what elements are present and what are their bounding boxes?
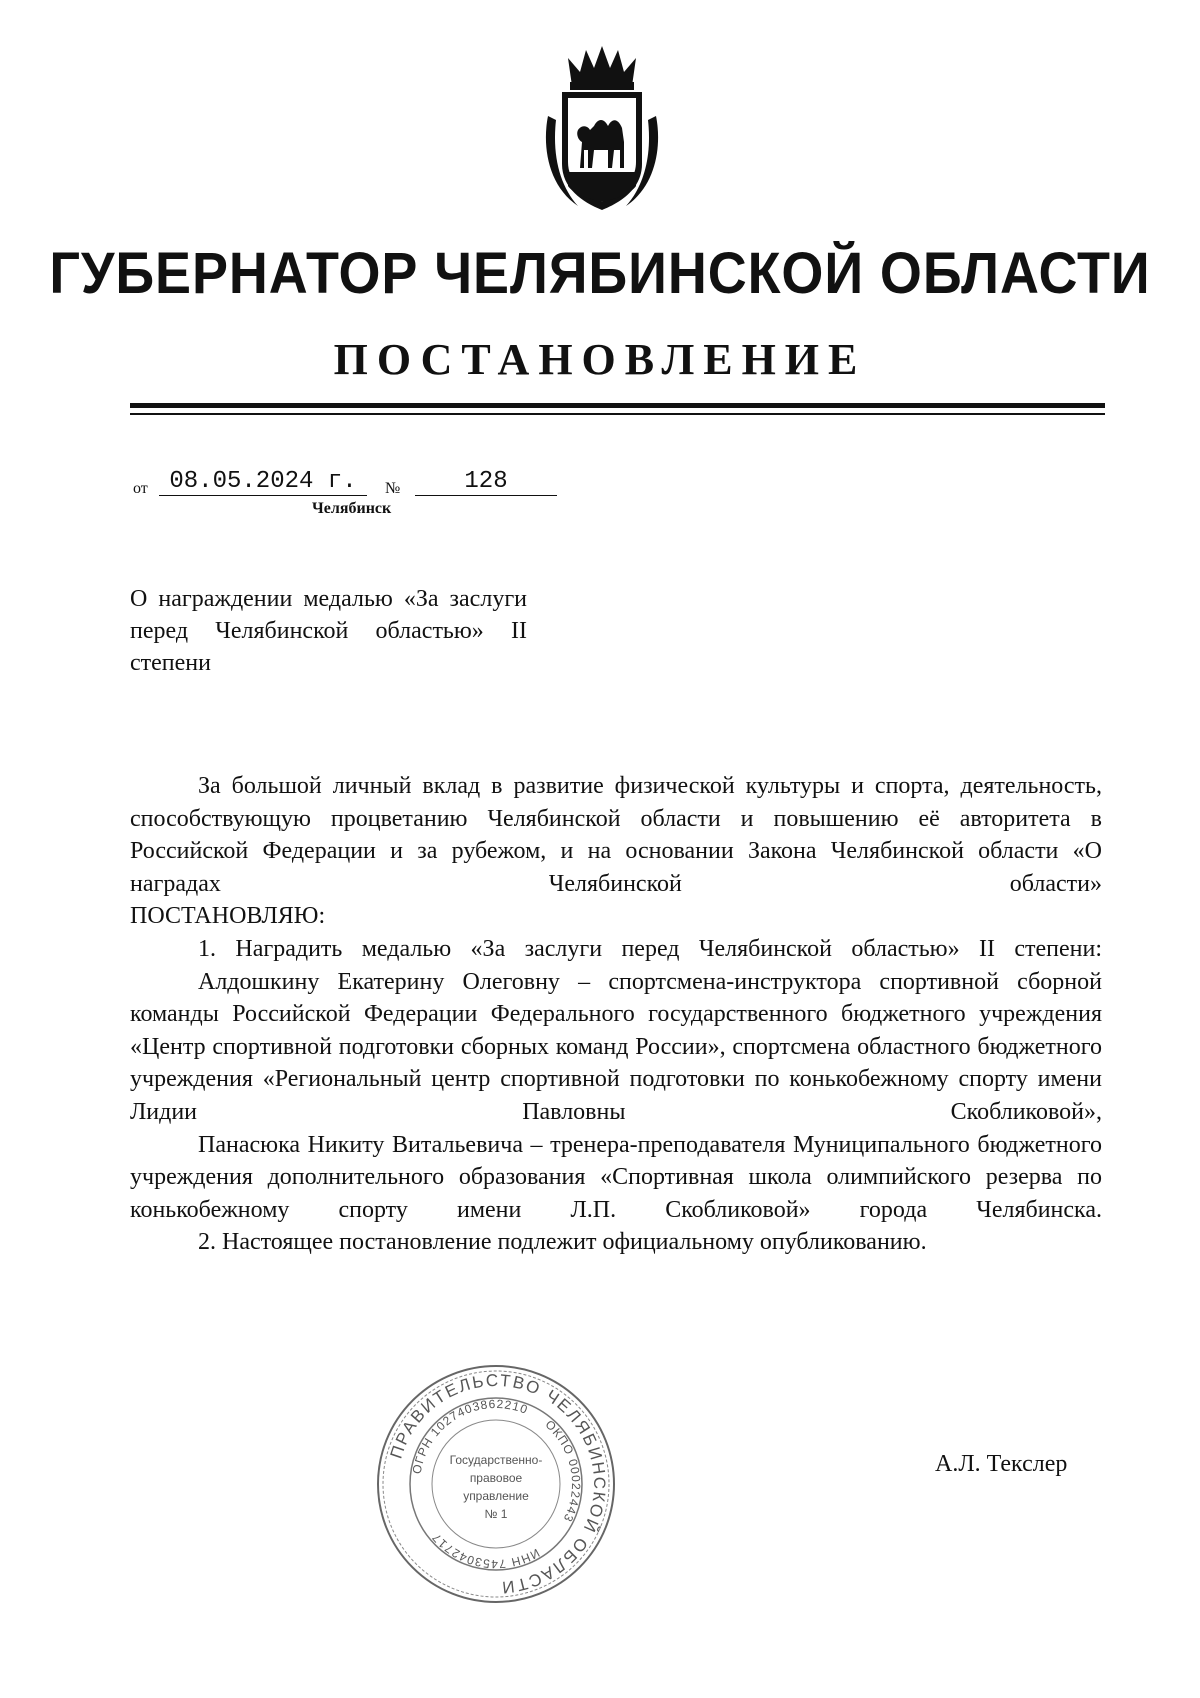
stamp-center-line-3: управление [463,1489,529,1503]
item-2-paragraph: 2. Настоящее постановление подлежит официальному опубликованию. [198,1229,927,1256]
coat-of-arms-icon [538,46,666,216]
stamp-okpo: ОКПО 00022443 [542,1417,584,1525]
issuer-title: ГУБЕРНАТОР ЧЕЛЯБИНСКОЙ ОБЛАСТИ [49,241,1151,306]
signatory-name: А.Л. Текслер [935,1451,1068,1477]
official-seal-stamp [372,1360,620,1608]
stamp-outer-text: ПРАВИТЕЛЬСТВО ЧЕЛЯБИНСКОЙ ОБЛАСТИ [386,1370,610,1598]
document-subject: О награждении медалью «За заслуги перед Челябинской областью» II степени [130,586,527,676]
preamble-paragraph: За большой личный вклад в развитие физической культуры и спорта, деятельность, способствующую процветанию Челябинской области и повышению её авторитета в Российской Федерации и за рубежом, и на основании Закона Челябинской области «О наградах Челябинской области» [130,773,1102,897]
header-divider-thin [130,413,1105,415]
number-prefix: № [385,480,401,497]
stamp-center-line-1: Государственно- [449,1453,543,1467]
stamp-ogrn: ОГРН 1027403862210 [409,1396,531,1476]
stamp-center-line-2: правовое [469,1471,523,1485]
item-1-paragraph: 1. Наградить медалью «За заслуги перед Челябинской областью» II степени: [198,935,1102,962]
resolve-word: ПОСТАНОВЛЯЮ: [130,903,326,930]
document-body [130,770,1102,1259]
awardee-1-paragraph: Алдошкину Екатерину Олеговну – спортсмена-инструктора спортивной сборной команды Российской Федерации Федерального государственного бюджетного учреждения «Центр спортивной подготовки сборных команд России», спортсмена областного бюджетного учреждения «Региональный центр спортивной подготовки по конькобежному спорту имени Лидии Павловны Скобликовой», [130,968,1102,1125]
svg-text:ИНН 7453042717 [429,1530,542,1571]
document-number: 128 [415,468,557,496]
document-city: Челябинск [312,500,392,517]
stamp-center-line-4: № 1 [484,1507,508,1521]
document-type: ПОСТАНОВЛЕНИЕ [333,335,867,384]
header-divider-thick [130,403,1105,408]
date-prefix: от [133,480,148,497]
awardee-2-paragraph: Панасюка Никиту Витальевича – тренера-преподавателя Муниципального бюджетного учреждения дополнительного образования «Спортивная школа олимпийского резерва по конькобежному спорту имени Л.П. Скобликовой» города Челябинска. [130,1131,1102,1223]
document-date: 08.05.2024 г. [159,468,367,496]
stamp-inn: ИНН 7453042717 [428,1530,543,1572]
